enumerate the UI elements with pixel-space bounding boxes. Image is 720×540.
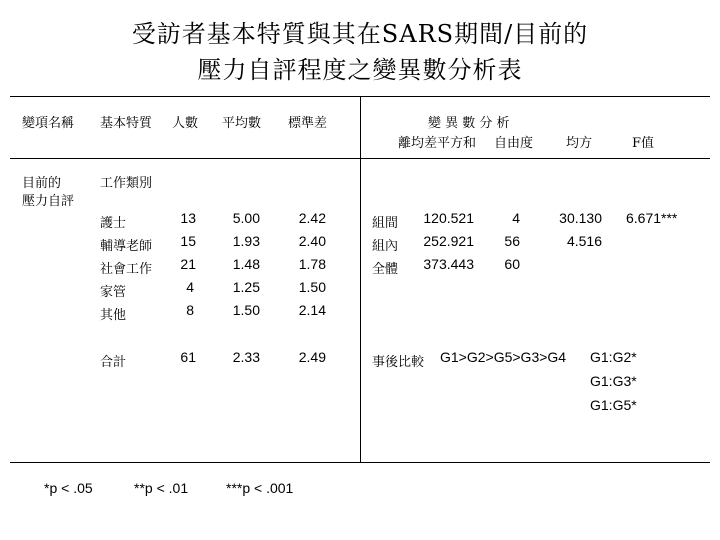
title-line-1: 受訪者基本特質與其在SARS期間/目前的 bbox=[131, 20, 589, 48]
anova-source: 全體 bbox=[372, 262, 399, 277]
row-sd: 1.50 bbox=[298, 279, 326, 295]
header-sd: 標準差 bbox=[288, 116, 328, 131]
total-count: 61 bbox=[180, 349, 196, 365]
variable-name-line-1: 目前的 bbox=[22, 176, 62, 191]
posthoc-pair: G1:G3* bbox=[590, 373, 637, 389]
total-label: 合計 bbox=[100, 355, 127, 370]
posthoc-pair: G1:G5* bbox=[590, 397, 637, 413]
header-ss: 離均差平方和 bbox=[398, 136, 477, 151]
header-f: F值 bbox=[632, 136, 655, 151]
total-sd: 2.49 bbox=[298, 349, 326, 365]
row-sd: 1.78 bbox=[298, 256, 326, 272]
row-count: 21 bbox=[180, 256, 196, 272]
row-label: 輔導老師 bbox=[100, 239, 153, 254]
header-anova: 變 異 數 分 析 bbox=[428, 116, 510, 131]
row-sd: 2.42 bbox=[298, 210, 326, 226]
header-count: 人數 bbox=[172, 116, 199, 131]
anova-ss: 373.443 bbox=[423, 256, 474, 272]
anova-ms: 30.130 bbox=[559, 210, 602, 226]
row-label: 社會工作 bbox=[100, 262, 153, 277]
header-df: 自由度 bbox=[494, 136, 534, 151]
title-line-2: 壓力自評程度之變異數分析表 bbox=[197, 56, 523, 84]
footnote: *p < .05 bbox=[44, 480, 93, 496]
row-sd: 2.40 bbox=[298, 233, 326, 249]
row-count: 4 bbox=[186, 279, 194, 295]
section-divider bbox=[360, 96, 361, 462]
header-variable: 變項名稱 bbox=[22, 116, 75, 131]
row-count: 15 bbox=[180, 233, 196, 249]
row-mean: 1.48 bbox=[232, 256, 260, 272]
variable-name-line-2: 壓力自評 bbox=[22, 194, 75, 209]
row-count: 8 bbox=[186, 302, 194, 318]
anova-ss: 252.921 bbox=[423, 233, 474, 249]
posthoc-label: 事後比較 bbox=[372, 355, 425, 370]
anova-ss: 120.521 bbox=[423, 210, 474, 226]
header-ms: 均方 bbox=[566, 136, 593, 151]
anova-df: 56 bbox=[504, 233, 520, 249]
anova-df: 4 bbox=[512, 210, 520, 226]
group-label: 工作類別 bbox=[100, 176, 153, 191]
anova-f: 6.671*** bbox=[626, 210, 678, 226]
anova-ms: 4.516 bbox=[566, 233, 602, 249]
anova-source: 組間 bbox=[372, 216, 399, 231]
header-characteristic: 基本特質 bbox=[100, 116, 153, 131]
row-sd: 2.14 bbox=[298, 302, 326, 318]
row-mean: 1.50 bbox=[232, 302, 260, 318]
posthoc-pair: G1:G2* bbox=[590, 349, 637, 365]
row-mean: 1.25 bbox=[232, 279, 260, 295]
row-count: 13 bbox=[180, 210, 196, 226]
row-label: 護士 bbox=[100, 216, 127, 231]
row-mean: 5.00 bbox=[232, 210, 260, 226]
row-mean: 1.93 bbox=[232, 233, 260, 249]
total-mean: 2.33 bbox=[232, 349, 260, 365]
anova-source: 組內 bbox=[372, 239, 399, 254]
bottom-rule bbox=[10, 462, 710, 463]
header-mean: 平均數 bbox=[222, 116, 262, 131]
row-label: 家管 bbox=[100, 285, 127, 300]
anova-df: 60 bbox=[504, 256, 520, 272]
row-label: 其他 bbox=[100, 308, 127, 323]
footnote: **p < .01 bbox=[134, 480, 189, 496]
footnote: ***p < .001 bbox=[226, 480, 294, 496]
posthoc-order: G1>G2>G5>G3>G4 bbox=[440, 349, 567, 365]
